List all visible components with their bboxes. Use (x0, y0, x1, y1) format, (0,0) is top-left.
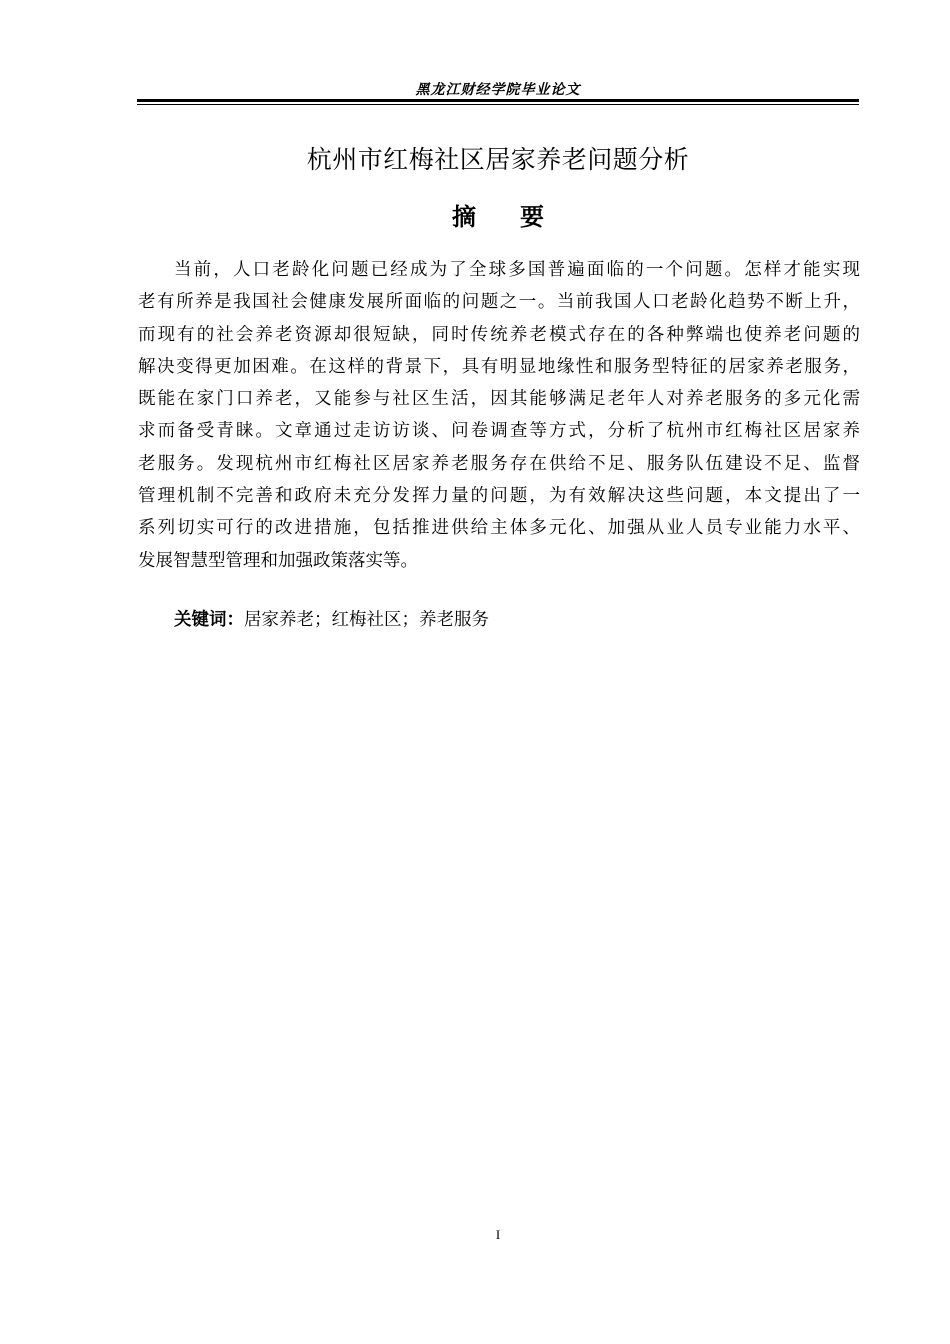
abstract-body (138, 254, 860, 577)
header-title: 黑龙江财经学院毕业论文 (415, 82, 581, 98)
abstract-line: 解决变得更加困难。在这样的背景下，具有明显地缘性和服务型特征的居家养老服务， (138, 356, 860, 377)
header-rule-thick (137, 99, 859, 102)
abstract-line: 老有所养是我国社会健康发展所面临的问题之一。当前我国人口老龄化趋势不断上升， (138, 292, 860, 313)
abstract-line: 系列切实可行的改进措施，包括推进供给主体多元化、加强从业人员专业能力水平、 (138, 518, 860, 539)
document-title: 杭州市红梅社区居家养老问题分析 (306, 145, 690, 174)
header-rule-thin (137, 104, 859, 105)
abstract-line: 既能在家门口养老，又能参与社区生活，因其能够满足老年人对养老服务的多元化需 (138, 389, 860, 410)
abstract-line: 发展智慧型管理和加强政策落实等。 (138, 550, 418, 571)
abstract-heading: 摘要 (452, 203, 588, 231)
abstract-line: 老服务。发现杭州市红梅社区居家养老服务存在供给不足、服务队伍建设不足、监督 (138, 453, 860, 474)
abstract-line: 当前，人口老龄化问题已经成为了全球多国普遍面临的一个问题。怎样才能实现 (174, 260, 860, 280)
abstract-line: 求而备受青睐。文章通过走访访谈、问卷调查等方式，分析了杭州市红梅社区居家养 (138, 421, 860, 442)
abstract-line: 而现有的社会养老资源却很短缺，同时传统养老模式存在的各种弊端也使养老问题的 (138, 324, 860, 345)
keywords-text: 居家养老；红梅社区；养老服务 (244, 610, 489, 630)
keywords-label: 关键词： (174, 610, 244, 630)
abstract-line: 管理机制不完善和政府未充分发挥力量的问题，为有效解决这些问题，本文提出了一 (138, 486, 860, 507)
keywords (174, 606, 489, 631)
page-number: I (495, 1227, 501, 1242)
